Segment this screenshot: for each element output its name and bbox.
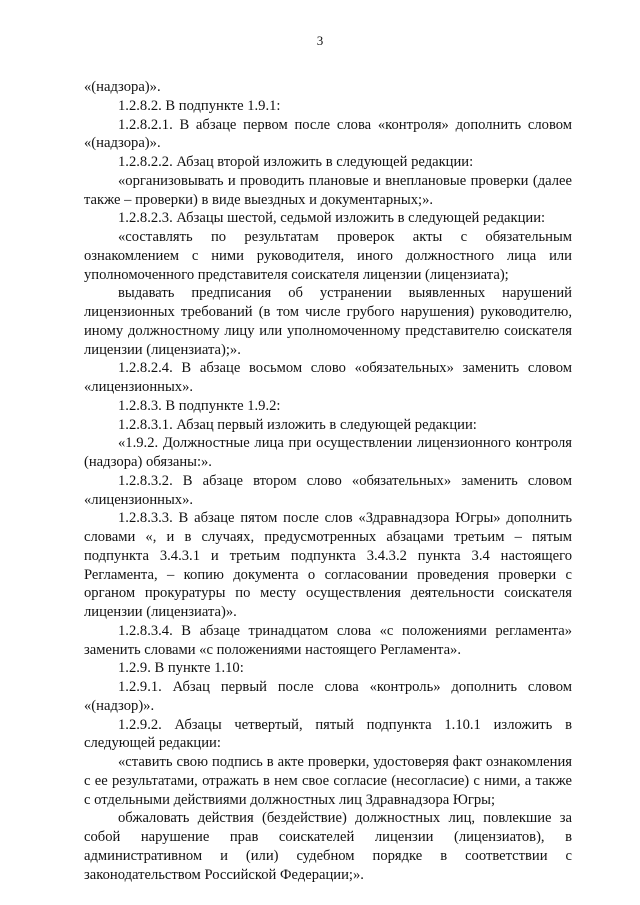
paragraph: 1.2.8.2.3. Абзацы шестой, седьмой изложить в следующей редакции: [118, 210, 546, 227]
paragraph: 1.2.8.2.1. В абзаце первом после слова «контроля» дополнить словом «(надзора)». [84, 116, 572, 152]
paragraph: 1.2.8.2.4. В абзаце восьмом слово «обязательных» заменить словом «лицензионных». [84, 360, 572, 395]
paragraph: «организовывать и проводить плановые и внеплановые проверки (далее также – проверки) в виде выездных и документарных;». [84, 172, 572, 208]
paragraph: 1.2.8.2.2. Абзац второй изложить в следующей редакции: [118, 154, 474, 170]
document-body [84, 78, 572, 884]
page-number: 3 [316, 33, 324, 48]
paragraph: «1.9.2. Должностные лица при осуществлении лицензионного контроля (надзора) обязаны:». [84, 435, 572, 470]
paragraph: «ставить свою подпись в акте проверки, удостоверяя факт ознакомления с ее результатами, отражать в нем свое согласие (несогласие) с ними, а также с отдельными действиями должностных лиц Здравнадзора Югры; [84, 754, 572, 808]
paragraph: 1.2.9.1. Абзац первый после слова «контроль» дополнить словом «(надзор)». [84, 679, 572, 714]
paragraph: «(надзора)». [84, 79, 161, 95]
paragraph: 1.2.8.3.2. В абзаце втором слово «обязательных» заменить словом «лицензионных». [84, 472, 572, 508]
paragraph: обжаловать действия (бездействие) должностных лиц, повлекшие за собой нарушение прав соискателей лицензии (лицензиатов), в административном и (или) судебном порядке в соответствии с законодательством Российской Федерации;». [84, 810, 572, 883]
paragraph: 1.2.9.2. Абзацы четвертый, пятый подпункта 1.10.1 изложить в следующей редакции: [84, 716, 572, 752]
paragraph: выдавать предписания об устранении выявленных нарушений лицензионных требований (в том числе грубого нарушения) руководителю, иному должностному лицу или уполномоченному представителю соискателя лицензии (лицензиата);». [84, 285, 572, 358]
paragraph: «составлять по результатам проверок акты с обязательным ознакомлением с ними руководителя, иного должностного лица или уполномоченного представителя соискателя лицензии (лицензиата); [84, 229, 572, 283]
paragraph: 1.2.8.3.3. В абзаце пятом после слов «Здравнадзора Югры» дополнить словами «, и в случаях, предусмотренных абзацами третьим – пятым подпункта 3.4.3.1 и третьим подпункта 3.4.3.2 пункта 3.4 настоящего Регламента, – копию документа о согласовании проведения проверки с органом прокуратуры по месту осуществления деятельности соискателя лицензии (лицензиата)». [84, 510, 572, 620]
paragraph: 1.2.8.3.4. В абзаце тринадцатом слова «с положениями регламента» заменить словами «с положениями настоящего Регламента». [84, 622, 572, 658]
paragraph: 1.2.8.2. В подпункте 1.9.1: [118, 97, 281, 114]
paragraph: 1.2.8.3.1. Абзац первый изложить в следующей редакции: [118, 416, 477, 433]
paragraph: 1.2.9. В пункте 1.10: [118, 660, 244, 677]
paragraph: 1.2.8.3. В подпункте 1.9.2: [118, 397, 281, 414]
